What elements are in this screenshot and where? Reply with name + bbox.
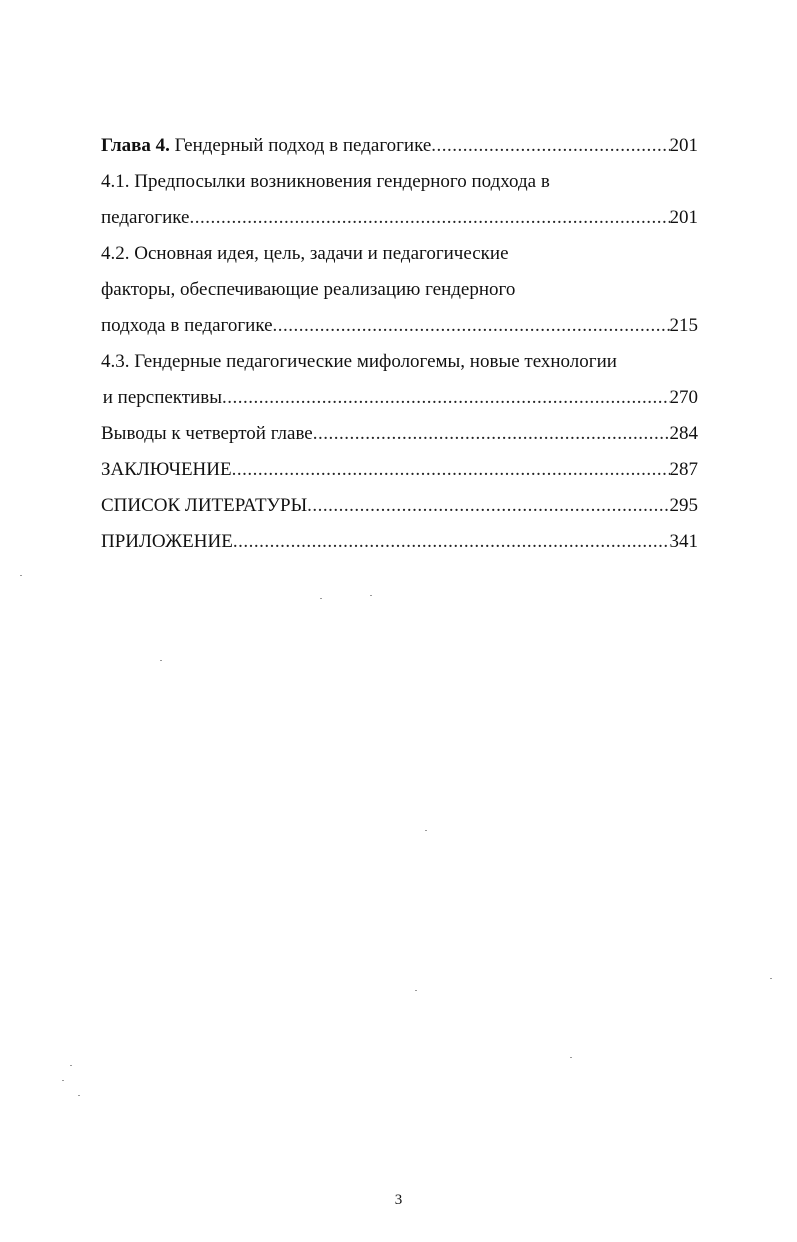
leader-dots bbox=[313, 416, 670, 452]
toc-entry-4-1-line-1 bbox=[101, 164, 698, 200]
leader-dots bbox=[431, 128, 669, 164]
toc-entry-chapter-4 bbox=[101, 128, 698, 164]
leader-dots bbox=[233, 524, 670, 560]
toc-page-number: 215 bbox=[669, 315, 698, 336]
section-title: Выводы к четвертой главе bbox=[101, 423, 313, 444]
section-title: ПРИЛОЖЕНИЕ bbox=[101, 531, 233, 552]
toc-page-number: 284 bbox=[669, 423, 698, 444]
toc-entry-conclusion bbox=[101, 452, 698, 488]
page-number: 3 bbox=[394, 1192, 403, 1208]
chapter-title: Гендерный подход в педагогике bbox=[169, 135, 432, 156]
toc-page-number: 341 bbox=[669, 531, 698, 552]
table-of-contents bbox=[101, 128, 698, 560]
section-title-continued: педагогике bbox=[101, 207, 190, 228]
scan-speck bbox=[415, 990, 417, 991]
toc-entry-4-2-line-1 bbox=[101, 236, 698, 272]
leader-dots bbox=[189, 200, 669, 236]
scan-speck bbox=[320, 598, 322, 599]
scan-speck bbox=[160, 660, 162, 661]
section-title-continued: подхода в педагогике bbox=[101, 315, 273, 336]
section-title: 4.3. Гендерные педагогические мифологемы, новые технологии bbox=[101, 351, 617, 372]
section-title: ЗАКЛЮЧЕНИЕ bbox=[101, 459, 232, 480]
scan-speck bbox=[70, 1065, 72, 1066]
toc-entry-conclusions-chapter-4 bbox=[101, 416, 698, 452]
chapter-label: Глава 4. bbox=[101, 135, 170, 156]
toc-page-number: 295 bbox=[669, 495, 698, 516]
toc-entry-4-2-line-2 bbox=[101, 272, 698, 308]
toc-page-number: 287 bbox=[669, 459, 698, 480]
scan-speck bbox=[78, 1095, 80, 1096]
leader-dots bbox=[273, 308, 670, 344]
toc-entry-4-3-line-2 bbox=[101, 380, 698, 416]
toc-page-number: 201 bbox=[669, 135, 698, 156]
scan-speck bbox=[62, 1080, 64, 1081]
section-title-continued: и перспективы bbox=[102, 387, 222, 408]
toc-entry-4-2-line-3 bbox=[101, 308, 698, 344]
leader-dots bbox=[232, 452, 670, 488]
toc-entry-appendix bbox=[101, 524, 698, 560]
section-title: СПИСОК ЛИТЕРАТУРЫ bbox=[101, 495, 308, 516]
section-title-continued: факторы, обеспечивающие реализацию гендерного bbox=[101, 279, 516, 300]
toc-entry-4-1-line-2 bbox=[101, 200, 698, 236]
section-title: 4.2. Основная идея, цель, задачи и педагогические bbox=[101, 243, 509, 264]
scan-speck bbox=[425, 830, 427, 831]
toc-page-number: 201 bbox=[669, 207, 698, 228]
section-title: 4.1. Предпосылки возникновения гендерного подхода в bbox=[101, 171, 550, 192]
toc-entry-references bbox=[101, 488, 698, 524]
toc-entry-4-3-line-1 bbox=[101, 344, 698, 380]
scan-speck bbox=[370, 595, 372, 596]
leader-dots bbox=[222, 380, 670, 416]
toc-page-number: 270 bbox=[669, 387, 698, 408]
scan-speck bbox=[770, 978, 772, 979]
scan-speck bbox=[20, 575, 22, 576]
scan-speck bbox=[570, 1057, 572, 1058]
leader-dots bbox=[307, 488, 669, 524]
